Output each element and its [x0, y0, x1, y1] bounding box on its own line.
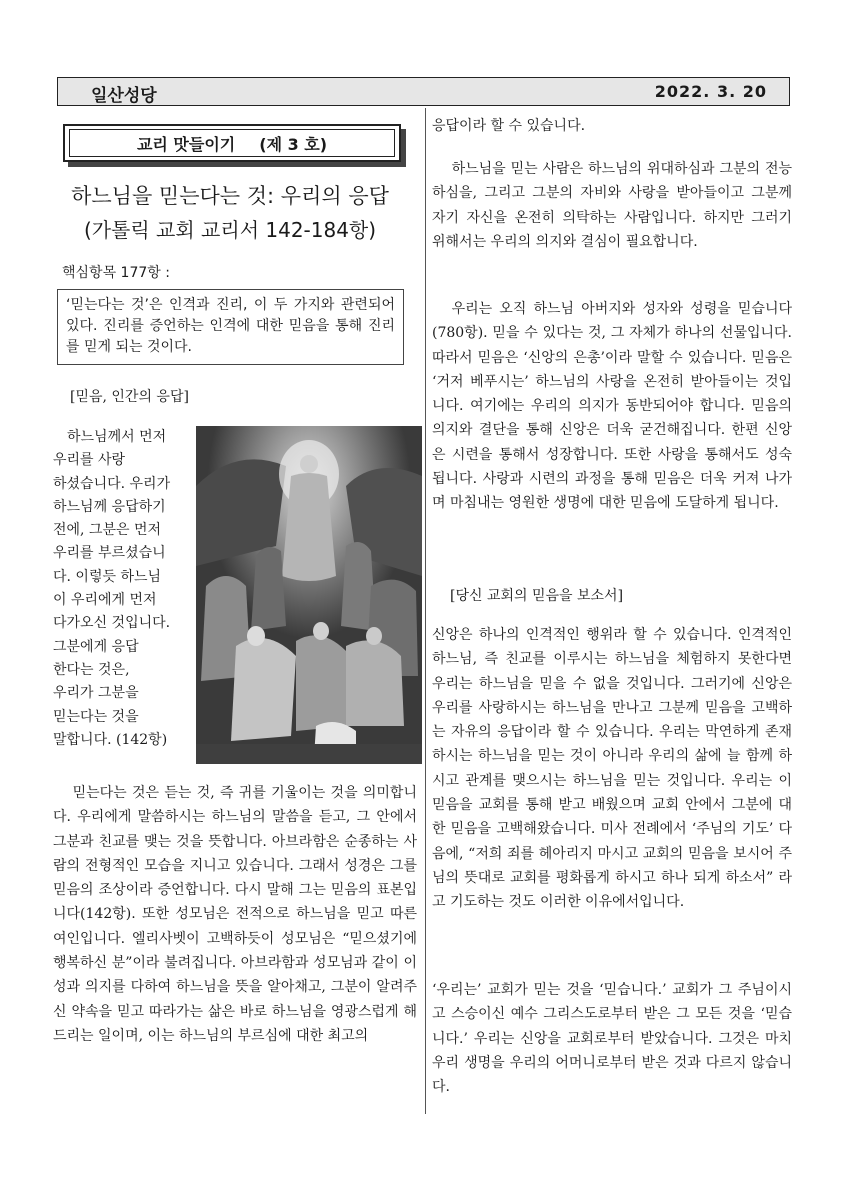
- text-line: 하느님께서 먼저: [67, 429, 167, 445]
- text-line: 다가오신 것입니다.: [53, 615, 171, 632]
- text-line: 다. 이렇듯 하느님: [53, 568, 162, 585]
- right-paragraph-3: 신앙은 하나의 인격적인 행위라 할 수 있습니다. 인격적인 하느님, 즉 친교를 이루시는 하느님을 체험하지 못한다면 우리는 하느님을 믿을 수 없을 것입니다. 그러기에 신앙은 우리를 사랑하시는 하느님을 만나고 그분께 믿음을 고백하는 자유의 응답이라 할 수 있습니다. 우리는 막연하게 존재하시는 하느님을 믿는 것이 아니라 우리의 삶에 늘 함께 하시고 관계를 맺으시는 하느님을 믿는 것입니다. 우리는 이 믿음을 교회를 통해 받고 배웠으며 교회 안에서 그분에 대한 믿음을 고백해왔습니다. 미사 전례에서 ‘주님의 기도’ 다음에, “저희 죄를 헤아리지 마시고 교회의 믿음을 보시어 주님의 뜻대로 교회를 평화롭게 하시고 하나 되게 하소서” 라고 기도하는 것도 이러한 이유에서입니다.: [432, 627, 792, 911]
- series-title-box: [63, 124, 401, 162]
- text-line: 그분에게 응답: [53, 638, 139, 655]
- intro-narrow-text: [53, 426, 193, 752]
- column-divider: [425, 108, 426, 1114]
- section-heading-faith: [믿음, 인간의 응답]: [70, 389, 189, 405]
- text-line: 이 우리에게 먼저: [53, 592, 157, 609]
- article-title: 하느님을 믿는다는 것: 우리의 응답: [71, 184, 389, 208]
- text-line: 말합니다. (142항): [53, 731, 168, 748]
- text-line: 믿는다는 것을: [53, 708, 139, 725]
- core-item-label: 핵심항목 177항 :: [62, 265, 170, 281]
- right-paragraph-4: ‘우리는’ 교회가 믿는 것을 ‘믿습니다.’ 교회가 그 주님이시고 스승이신 예수 그리스도로부터 받은 그 모든 것을 ‘믿습니다.’ 우리는 신앙을 교회로부터 받았습니다. 그것은 마치 우리 생명을 우리의 어머니로부터 받은 것과 다르지 않습니다.: [432, 982, 792, 1096]
- continued-text: 응답이라 할 수 있습니다.: [432, 118, 586, 134]
- header-bar: [57, 77, 790, 106]
- text-line: 한다는 것은,: [53, 661, 130, 678]
- text-line: 우리를 사랑: [53, 452, 126, 469]
- series-name: 교리 맛들이기: [136, 134, 236, 154]
- faith-response-paragraph: 믿는다는 것은 듣는 것, 즉 귀를 기울이는 것을 의미합니다. 우리에게 말씀하시는 하느님의 말씀을 듣고, 그 안에서 그분과 친교를 맺는 것을 뜻합니다. 아브라함은 순종하는 사람의 전형적인 모습을 지니고 있습니다. 그래서 성경은 그를 믿음의 조상이라 증언합니다. 다시 말해 그는 믿음의 표본입니다(142항). 또한 성모님은 전적으로 하느님을 믿고 따른 여인입니다. 엘리사벳이 고백하듯이 성모님은 “믿으셨기에 행복하신 분”이라 불려집니다. 아브라함과 성모님과 같이 이성과 의지를 다하여 하느님을 뜻을 알아채고, 그분이 알려주신 약속을 믿고 따라가는 삶은 바로 하느님을 영광스럽게 해 드리는 일이며, 이는 하느님의 부르심에 대한 최고의: [53, 785, 417, 1044]
- text-line: 우리가 그분을: [53, 685, 139, 702]
- right-paragraph-2: 우리는 오직 하느님 아버지와 성자와 성령을 믿습니다(780항). 믿을 수 있다는 것, 그 자체가 하나의 선물입니다. 따라서 믿음은 ‘신앙의 은총’이라 말할 수 있습니다. 믿음은 ‘거저 베푸시는’ 하느님의 사랑을 온전히 받아들이는 것입니다. 여기에는 우리의 의지가 동반되어야 합니다. 믿음의 의지와 결단을 통해 신앙은 더욱 굳건해집니다. 한편 신앙은 시련을 통해서 성장합니다. 또한 사랑을 통해서도 성숙됩니다. 사랑과 시련의 과정을 통해 믿음은 더욱 커져 나가며 마침내는 영원한 생명에 대한 믿음에 도달하게 됩니다.: [432, 301, 792, 512]
- text-line: 하느님께 응답하기: [53, 498, 166, 515]
- article-subtitle: (가톨릭 교회 교리서 142-184항): [83, 218, 377, 242]
- section-heading-church-faith: [당신 교회의 믿음을 보소서]: [450, 588, 624, 604]
- text-line: 하셨습니다. 우리가: [53, 475, 171, 492]
- religious-painting-image: [196, 426, 422, 764]
- text-line: 우리를 부르셨습니: [53, 545, 166, 562]
- issue-date: 2022. 3. 20: [654, 82, 767, 101]
- text-line: 전에, 그분은 먼저: [53, 522, 162, 539]
- parish-name: 일산성당: [91, 86, 157, 106]
- core-item-box: ‘믿는다는 것’은 인격과 진리, 이 두 가지와 관련되어 있다. 진리를 증언하는 인격에 대한 믿음을 통해 진리를 믿게 되는 것이다.: [57, 289, 404, 365]
- series-issue: (제 3 호): [259, 134, 328, 154]
- right-paragraph-1: 하느님을 믿는 사람은 하느님의 위대하심과 그분의 전능하심을, 그리고 그분의 자비와 사랑을 받아들이고 그분께 자기 자신을 온전히 의탁하는 사람입니다. 하지만 그러기 위해서는 우리의 의지와 결심이 필요합니다.: [432, 161, 792, 250]
